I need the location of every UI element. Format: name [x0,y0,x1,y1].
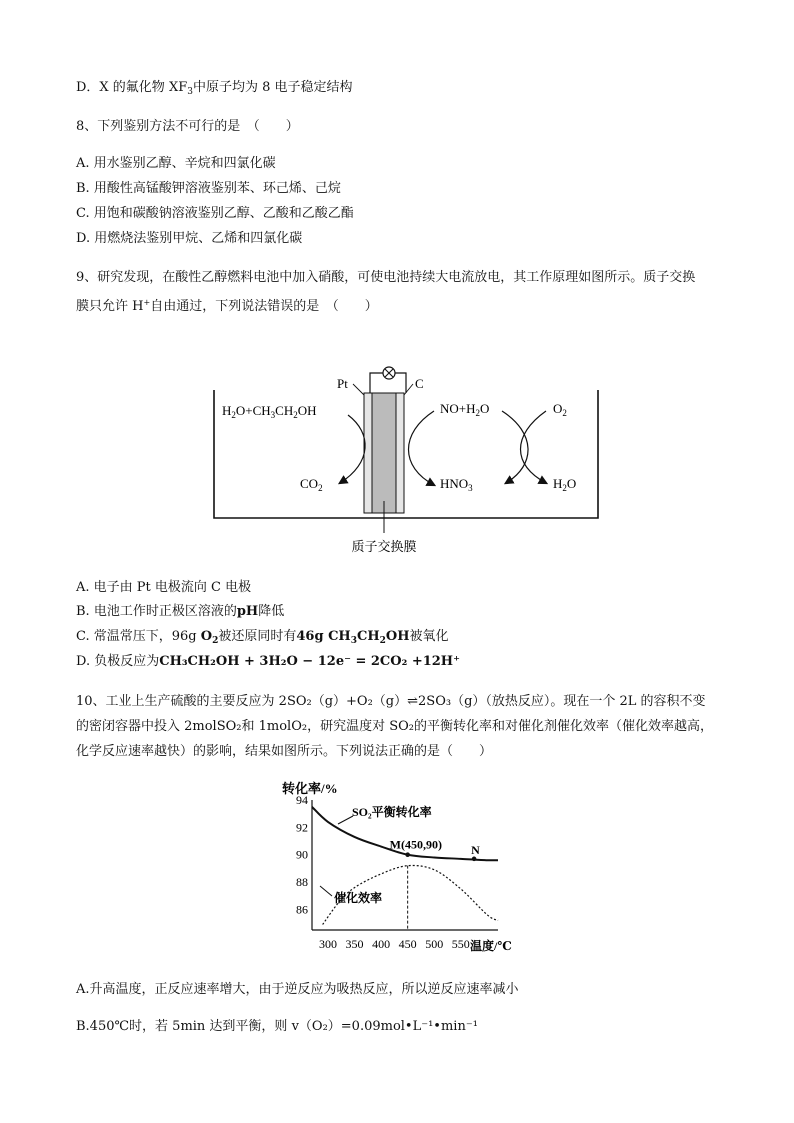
right-reactant: $O_2$ [553,401,567,418]
left-reactant: $H_2O+CH_3CH_2OH$ [222,403,317,420]
point-m [405,852,410,857]
y-tick-label: 94 [296,793,308,807]
q9-option-b: B. 电池工作时正极区溶液的pH降低 [76,604,285,619]
q9-option-c: C. 常温常压下，96g $O_2$被还原同时有46g $CH_3CH_2OH$被氧化 [76,629,449,646]
q7-option-d: D．X 的氟化物 $XF_3$中原子均为 8 电子稳定结构 [76,80,353,97]
y-tick-label: 86 [296,902,308,917]
q9-option-d: D. 负极反应为CH₃CH₂OH + 3H₂O − 12e⁻ = 2CO₂ +12H⁺ [76,654,460,669]
so2-series-label: SO₂平衡转化率 [352,805,432,819]
x-tick-label: 400 [372,937,391,951]
q10-stem-line1: 10、工业上生产硫酸的主要反应为 2SO₂（g）+O₂（g）⇌2SO₃（g）（放热反应）。现在一个 2L 的容积不变 [76,694,706,709]
catalytic-label-leader [320,886,332,896]
mid-reactant: $NO+H_2O$ [440,401,490,418]
q8-stem: 8、下列鉴别方法不可行的是 （ ） [76,119,299,134]
membrane-label: 质子交换膜 [351,539,417,554]
so2-label-leader [338,816,353,824]
q10-stem-line3: 化学反应速率越快）的影响，结果如图所示。下列说法正确的是（ ） [76,744,493,759]
pt-electrode [364,393,372,513]
c-electrode [396,393,404,513]
conversion-chart [280,778,530,960]
left-arrow [340,415,365,483]
q10-option-a: A.升高温度，正反应速率增大，由于逆反应为吸热反应，所以逆反应速率减小 [76,982,519,997]
y-tick-label: 92 [296,820,308,835]
y-tick-label: 88 [296,875,308,890]
fuel-cell-diagram [200,355,610,560]
x-tick-label: 500 [425,937,444,951]
q9-option-a: A. 电子由 Pt 电极流向 C 电极 [76,580,252,595]
y-tick-label: 90 [296,847,308,862]
cycle-arrow-1 [502,411,528,483]
x-axis-label: 温度/℃ [470,939,512,953]
q8-option-a: A. 用水鉴别乙醇、辛烷和四氯化碳 [76,156,276,171]
x-tick-label: 350 [345,937,364,951]
cycle-arrow-2 [521,411,547,483]
q8-option-d: D. 用燃烧法鉴别甲烷、乙烯和四氯化碳 [76,231,303,246]
mid-product: $HNO_3$ [440,476,473,493]
n-label: N [471,842,480,857]
c-label: C [415,376,424,391]
q8-option-c: C. 用饱和碳酸钠溶液鉴别乙醇、乙酸和乙酸乙酯 [76,206,354,221]
q9-stem-line1: 9、研究发现，在酸性乙醇燃料电池中加入硝酸，可使电池持续大电流放电，其工作原理如图所示。质子交换 [76,270,696,285]
left-product: $CO_2$ [300,476,323,493]
mid-arrow [409,411,435,485]
q10-stem-line2: 的密闭容器中投入 2molSO₂和 1molO₂，研究温度对 SO₂的平衡转化率和对催化剂催化效率（催化效率越高， [76,719,713,734]
x-tick-label: 550 [451,937,470,951]
x-tick-label: 450 [398,937,417,951]
x-tick-label: 300 [318,937,337,951]
right-product: $H_2O$ [553,476,577,493]
catalytic-series-label: 催化效率 [334,891,383,905]
point-n [472,857,477,862]
y-axis-label: 转化率/% [282,781,338,796]
q10-option-b: B.450℃时，若 5min 达到平衡，则 v（O₂）=0.09mol•L⁻¹•min⁻¹ [76,1019,478,1034]
q9-stem-line2: 膜只允许 H+自由通过，下列说法错误的是 （ ） [76,298,378,314]
lamp-icon [383,367,395,379]
q8-option-b: B. 用酸性高锰酸钾溶液鉴别苯、环己烯、己烷 [76,181,341,196]
pt-label: Pt [337,376,348,391]
proton-exchange-membrane [372,393,396,513]
m-label: M(450,90) [389,837,442,852]
